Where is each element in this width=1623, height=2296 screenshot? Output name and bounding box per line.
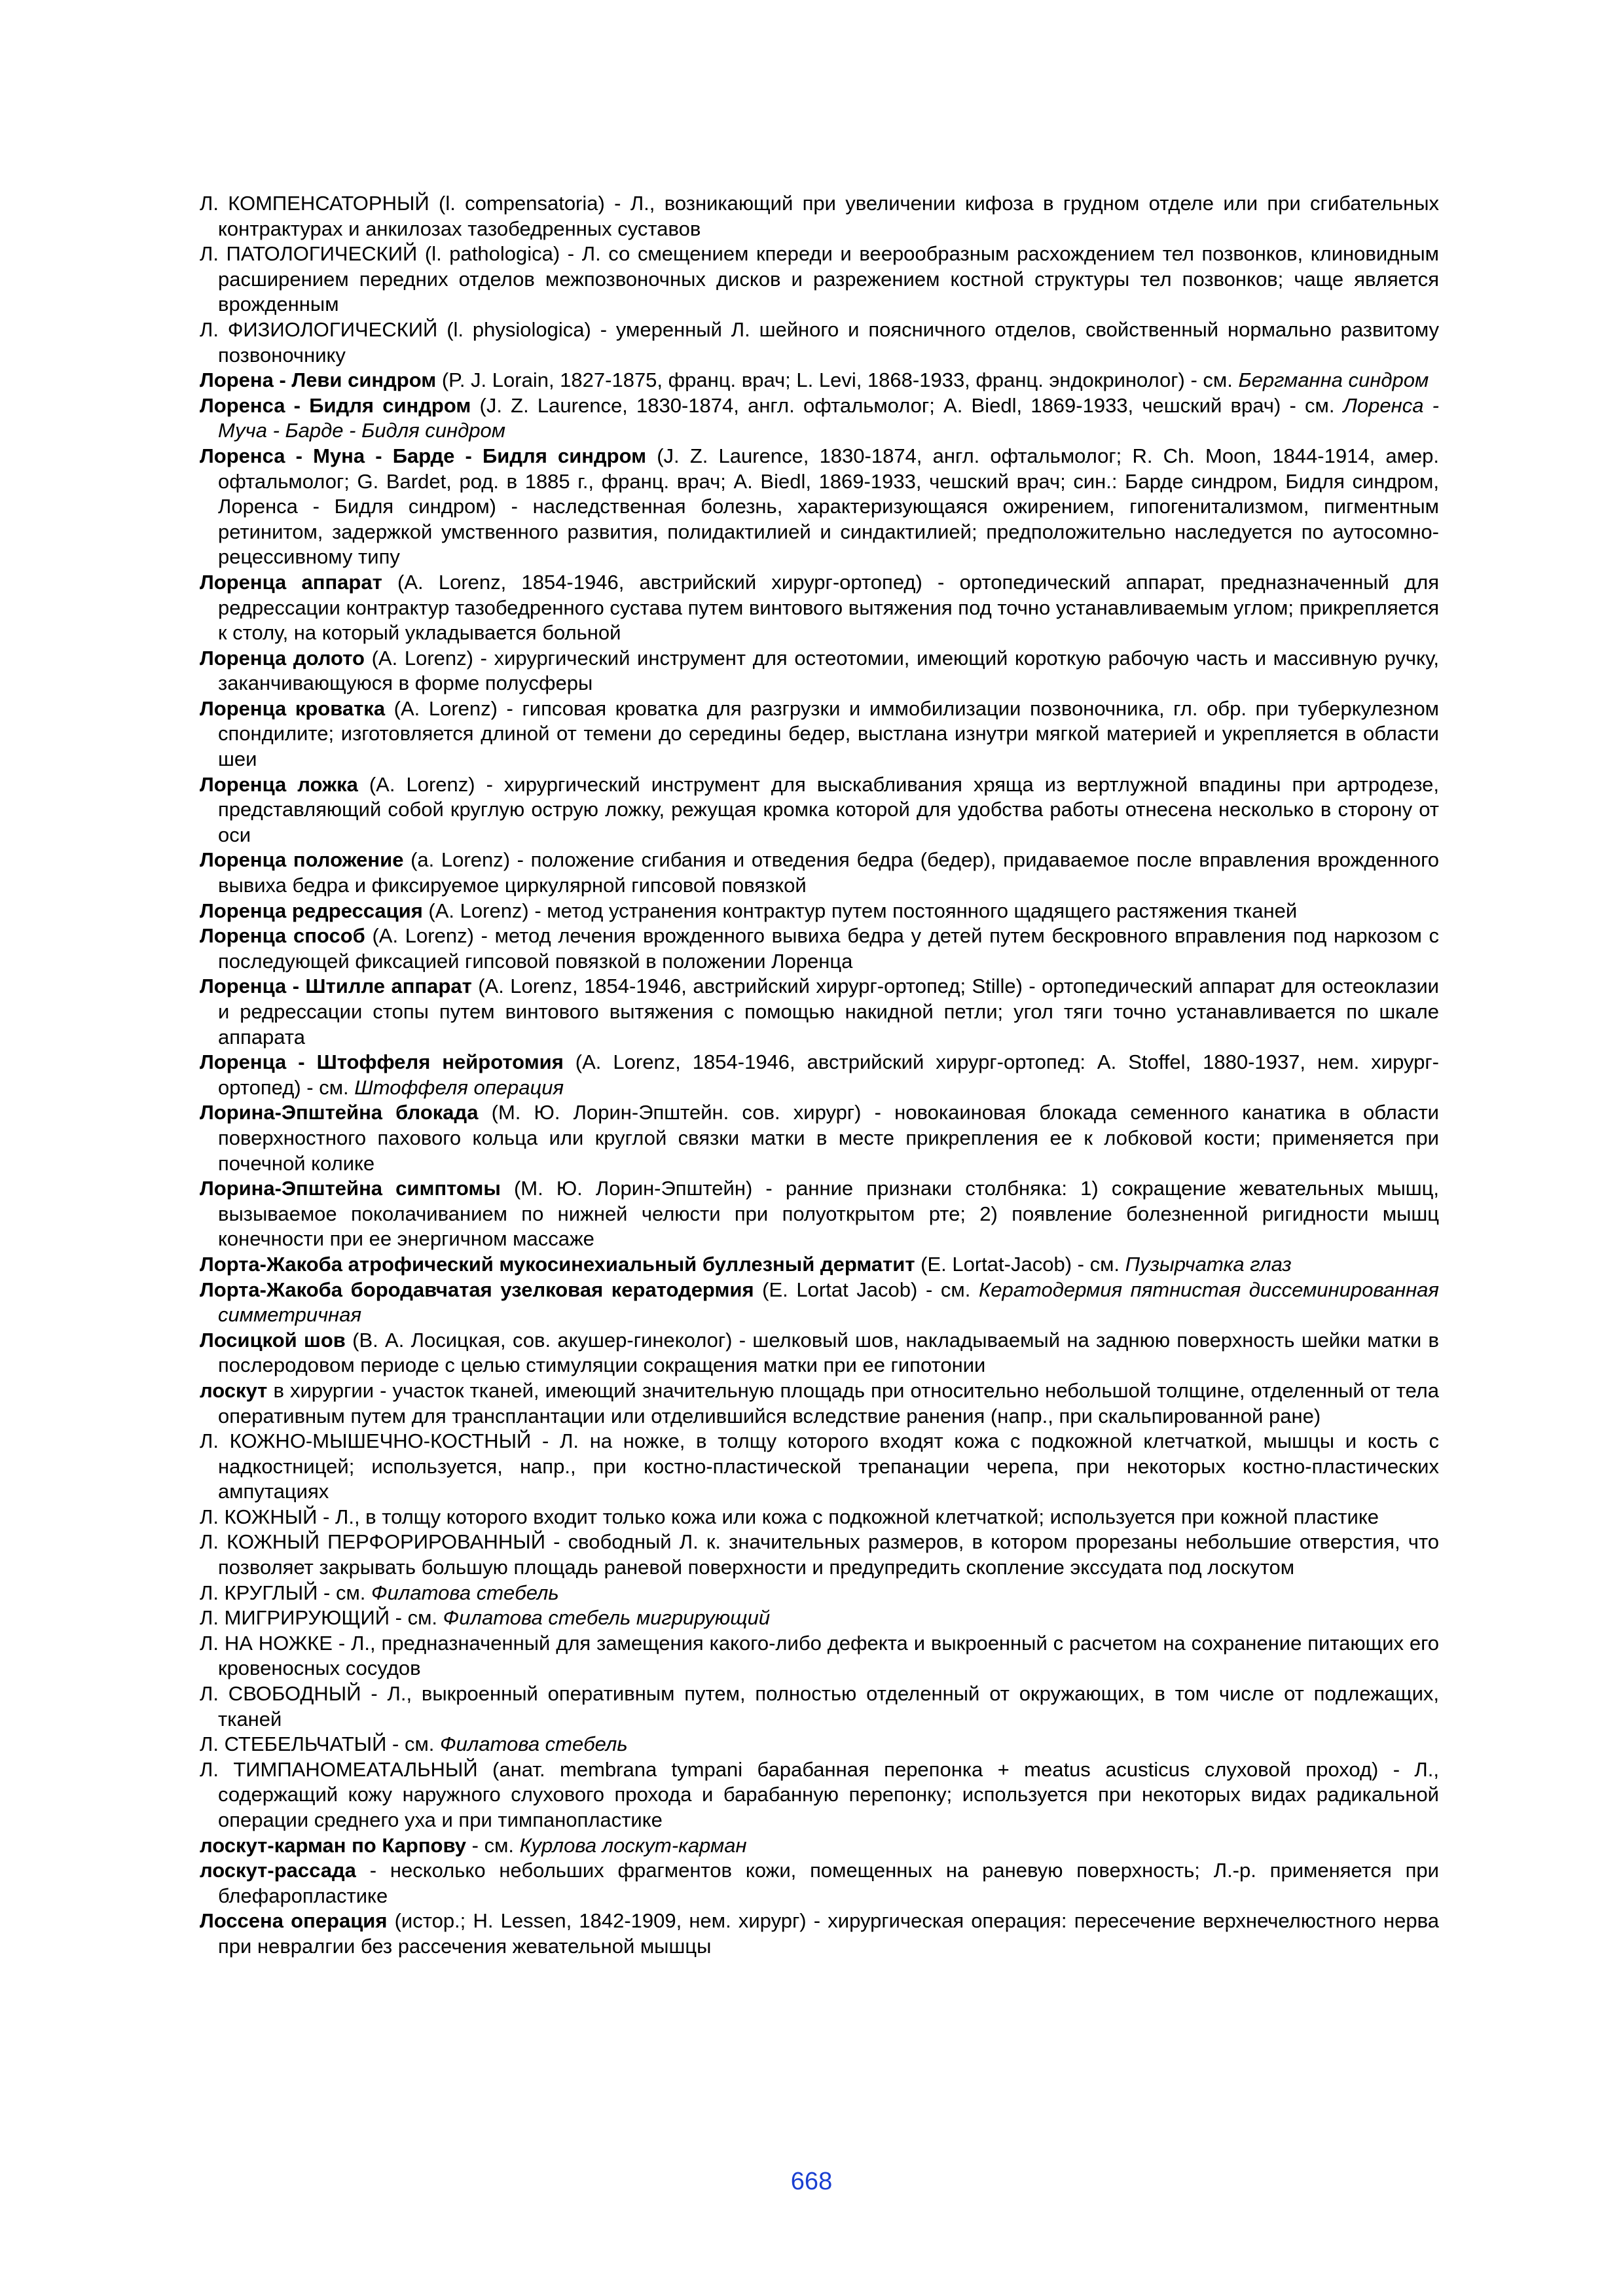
dictionary-entry [200, 1050, 1439, 1100]
entry-text: (J. Z. Laurence, 1830-1874, англ. офтальмолог; A. Biedl, 1869-1933, чешский врач) - см. [471, 393, 1343, 417]
entry-cross-reference: Филатова стебель мигрирующий [443, 1606, 771, 1630]
dictionary-entry [200, 772, 1439, 848]
entry-cross-reference: Курлова лоскут-карман [519, 1833, 747, 1857]
entry-text: (A. Lorenz) - метод устранения контрактур путем постоянного щадящего растяжения тканей [422, 899, 1298, 922]
dictionary-entry [200, 848, 1439, 898]
dictionary-entry [200, 1605, 1439, 1631]
entry-text: в хирургии - участок тканей, имеющий значительную площадь при относительно небольшой толщине, отделенный от тела оперативным путем для трансплантации или отделившийся вследствие ранения (напр., при скальпированной ране) [218, 1378, 1439, 1427]
dictionary-entry [200, 1252, 1439, 1278]
entry-cross-reference: Кератодермия пятнистая диссеминированная симметричная [218, 1278, 1439, 1327]
entry-text: Л. НА НОЖКЕ - Л., предназначенный для замещения какого-либо дефекта и выкроенный с расчетом на сохранение питающих его кровеносных сосудов [200, 1631, 1439, 1680]
entry-text: (A. Lorenz, 1854-1946, австрийский хирург-ортопед; Stille) - ортопедический аппарат для остеоклазии и редрессации стопы путем винтового вытяжения с помощью накидной петли; угол тяги точно устанавливается по шкале аппарата [218, 975, 1439, 1049]
entry-text: - см. [466, 1833, 520, 1857]
entry-text: Л. КРУГЛЫЙ - см. [200, 1581, 372, 1604]
dictionary-entry [200, 1378, 1439, 1429]
entry-term: Лоренца редрессация [200, 899, 423, 922]
entry-text: (М. Ю. Лорин-Эпштейн. сов. хирург) - новокаиновая блокада семенного канатика в области поверхностного пахового кольца или круглой связки матки в месте прикрепления ее к лобковой кости; применяется при почечной колике [218, 1101, 1439, 1175]
entry-text: Л. КОЖНО-МЫШЕЧНО-КОСТНЫЙ - Л. на ножке, в толщу которого входят кожа с подкожной клетчаткой, мышцы и кость с надкостницей; используется, напр., при костно-пластической трепанации черепа, при некоторых костно-пластических ампутациях [200, 1429, 1439, 1503]
dictionary-entry [200, 1328, 1439, 1378]
entry-term: Лоренса - Бидля синдром [200, 393, 471, 417]
entry-text: Л. ПАТОЛОГИЧЕСКИЙ (l. pathologica) - Л. со смещением кпереди и веерообразным расхождением тел позвонков, клиновидным расширением передних отделов межпозвоночных дисков и разрежением костной структуры тел позвонков; чаще является врожденным [200, 242, 1439, 316]
entry-term: лоскут-рассада [200, 1859, 356, 1882]
entry-cross-reference: Пузырчатка глаз [1125, 1252, 1292, 1276]
entry-text: (М. Ю. Лорин-Эпштейн) - ранние признаки столбняка: 1) сокращение жевательных мышц, вызываемое поколачиванием по нижней челюсти при полуоткрытом рте; 2) появление болезненной ригидности мышц конечности при ее энергичном массаже [218, 1177, 1439, 1251]
entry-text: Л. ФИЗИОЛОГИЧЕСКИЙ (l. physiologica) - умеренный Л. шейного и поясничного отделов, свойственный нормально развитому позвоночнику [200, 317, 1439, 367]
entry-text: - несколько небольших фрагментов кожи, помещенных на раневую поверхность; Л.-р. применяется при блефаропластике [218, 1859, 1439, 1907]
dictionary-entry [200, 1100, 1439, 1176]
dictionary-entry [200, 974, 1439, 1050]
entry-text: (A. Lorenz) - метод лечения врожденного вывиха бедра у детей путем бескровного вправления под наркозом с последующей фиксацией гипсовой повязкой в положении Лоренца [218, 924, 1439, 973]
dictionary-entry [200, 1858, 1439, 1909]
dictionary-entry [200, 1681, 1439, 1732]
entry-term: Лорина-Эпштейна симптомы [200, 1177, 501, 1200]
entry-text: (A. Lorenz, 1854-1946, австрийский хирург-ортопед: A. Stoffel, 1880-1937, нем. хирург-ортопед) - см. [218, 1050, 1440, 1099]
dictionary-entry [200, 1732, 1439, 1757]
dictionary-entry [200, 924, 1439, 974]
dictionary-entry [200, 393, 1439, 444]
dictionary-entry [200, 1530, 1439, 1580]
entry-text: Л. СТЕБЕЛЬЧАТЫЙ - см. [200, 1732, 440, 1756]
entry-term: Лоренца ложка [200, 772, 358, 796]
entry-term: Лоренса - Муна - Барде - Бидля синдром [200, 444, 647, 467]
entry-term: Лорта-Жакоба атрофический мукосинехиальный буллезный дерматит [200, 1252, 915, 1276]
entry-cross-reference: Филатова стебель [371, 1581, 559, 1604]
entry-text: Л. МИГРИРУЮЩИЙ - см. [200, 1606, 443, 1630]
entry-term: Лоренца положение [200, 848, 404, 872]
entry-term: Лорина-Эпштейна блокада [200, 1101, 479, 1124]
entry-text: (J. Z. Laurence, 1830-1874, англ. офтальмолог; R. Ch. Moon, 1844-1914, амер. офтальмолог; G. Bardet, род. в 1885 г., франц. врач; A. Biedl, 1869-1933, чешский врач; син.: Барде синдром, Бидля синдром, Лоренса - Бидля синдром) - наследственная болезнь, характеризующаяся ожирением, гипогенитализмом, пигментным ретинитом, задержкой умственного развития, полидактилией и синдактилией; предположительно наследуется по аутосомно-рецессивному типу [218, 444, 1439, 569]
entry-text: Л. СВОБОДНЫЙ - Л., выкроенный оперативным путем, полностью отделенный от окружающих, в том числе от подлежащих, тканей [200, 1682, 1439, 1731]
dictionary-entry [200, 444, 1439, 570]
dictionary-entry [200, 368, 1439, 393]
dictionary-entry [200, 1429, 1439, 1505]
entry-text: Л. КОЖНЫЙ - Л., в толщу которого входит только кожа или кожа с подкожной клетчаткой; используется при кожной пластике [200, 1505, 1379, 1528]
dictionary-entry [200, 570, 1439, 646]
dictionary-entry [200, 1581, 1439, 1606]
dictionary-entry [200, 1833, 1439, 1859]
entry-text: (E. Lortat Jacob) - см. [754, 1278, 979, 1301]
entry-cross-reference: Филатова стебель [440, 1732, 628, 1756]
dictionary-entry [200, 899, 1439, 924]
entry-term: Лоренца кроватка [200, 696, 386, 720]
dictionary-entry [200, 1631, 1439, 1681]
entry-cross-reference: Лоренса - Муча - Барде - Бидля синдром [218, 393, 1439, 442]
dictionary-entry [200, 1278, 1439, 1328]
dictionary-entry [200, 191, 1439, 242]
dictionary-entry [200, 1757, 1439, 1833]
dictionary-entry [200, 646, 1439, 696]
entry-text: (A. Lorenz) - хирургический инструмент для остеотомии, имеющий короткую рабочую часть и массивную ручку, заканчивающуюся в форме полусферы [218, 646, 1439, 695]
dictionary-entry [200, 317, 1439, 368]
entry-term: лоскут [200, 1378, 268, 1402]
dictionary-entry [200, 1909, 1439, 1959]
entry-term: Лоренца аппарат [200, 570, 382, 594]
entry-term: Лоссена операция [200, 1909, 388, 1933]
dictionary-page [200, 191, 1439, 1960]
entry-text: (E. Lortat-Jacob) - см. [915, 1252, 1125, 1276]
entry-text: (A. Lorenz) - хирургический инструмент для выскабливания хряща из вертлужной впадины при артродезе, представляющий собой круглую острую ложку, режущая кромка которой для удобства работы отнесена несколько в сторону от оси [218, 772, 1439, 846]
entry-term: Лоренца долото [200, 646, 365, 670]
entry-text: (P. J. Lorain, 1827-1875, франц. врач; L. Levi, 1868-1933, франц. эндокринолог) - см. [436, 368, 1239, 392]
dictionary-entry [200, 696, 1439, 772]
entry-text: (истор.; H. Lessen, 1842-1909, нем. хирург) - хирургическая операция: пересечение верхнечелюстного нерва при невралгии без рассечения жевательной мышцы [218, 1909, 1439, 1958]
entry-term: Лоренца - Штилле аппарат [200, 975, 472, 998]
entry-cross-reference: Штоффеля операция [354, 1075, 564, 1099]
entry-term: Лорта-Жакоба бородавчатая узелковая кератодермия [200, 1278, 754, 1301]
entry-term: Лоренца - Штоффеля нейротомия [200, 1050, 564, 1074]
dictionary-entry [200, 1176, 1439, 1252]
entry-term: Лорена - Леви синдром [200, 368, 437, 392]
entry-text: (В. А. Лосицкая, сов. акушер-гинеколог) - шелковый шов, накладываемый на заднюю поверхность шейки матки в послеродовом периоде с целью стимуляции сокращения матки при ее гипотонии [218, 1328, 1439, 1377]
entry-term: лоскут-карман по Карпову [200, 1833, 467, 1857]
entry-text: (a. Lorenz) - положение сгибания и отведения бедра (бедер), придаваемое после вправления врожденного вывиха бедра и фиксируемое циркулярной гипсовой повязкой [218, 848, 1439, 897]
entry-text: Л. КОЖНЫЙ ПЕРФОРИРОВАННЫЙ - свободный Л. к. значительных размеров, в котором прорезаны небольшие отверстия, что позволяет закрывать большую площадь раневой поверхности и предупредить скопление экссудата под лоскутом [200, 1530, 1439, 1579]
entry-cross-reference: Бергманна синдром [1238, 368, 1429, 392]
entry-term: Лосицкой шов [200, 1328, 346, 1352]
page-number: 668 [790, 2168, 833, 2195]
entry-text: (A. Lorenz, 1854-1946, австрийский хирург-ортопед) - ортопедический аппарат, предназначенный для редрессации контрактур тазобедренного сустава путем винтового вытяжения под точно устанавливаемым углом; прикрепляется к столу, на который укладывается больной [218, 570, 1439, 645]
entry-text: Л. ТИМПАНОМЕАТАЛЬНЫЙ (анат. membrana tympani барабанная перепонка + meatus acusticus слуховой проход) - Л., содержащий кожу наружного слухового прохода и барабанную перепонку; используется при некоторых видах радикальной операции среднего уха и при тимпанопластике [200, 1757, 1439, 1831]
dictionary-entry [200, 1505, 1439, 1530]
entry-text: Л. КОМПЕНСАТОРНЫЙ (l. compensatoria) - Л., возникающий при увеличении кифоза в грудном отделе или при сгибательных контрактурах и анкилозах тазобедренных суставов [200, 192, 1439, 240]
entry-term: Лоренца способ [200, 924, 365, 948]
dictionary-entry [200, 242, 1439, 317]
entry-text: (A. Lorenz) - гипсовая кроватка для разгрузки и иммобилизации позвоночника, гл. обр. при туберкулезном спондилите; изготовляется длиной от темени до середины бедер, выстлана изнутри мягкой материей и укрепляется в области шеи [218, 696, 1439, 771]
